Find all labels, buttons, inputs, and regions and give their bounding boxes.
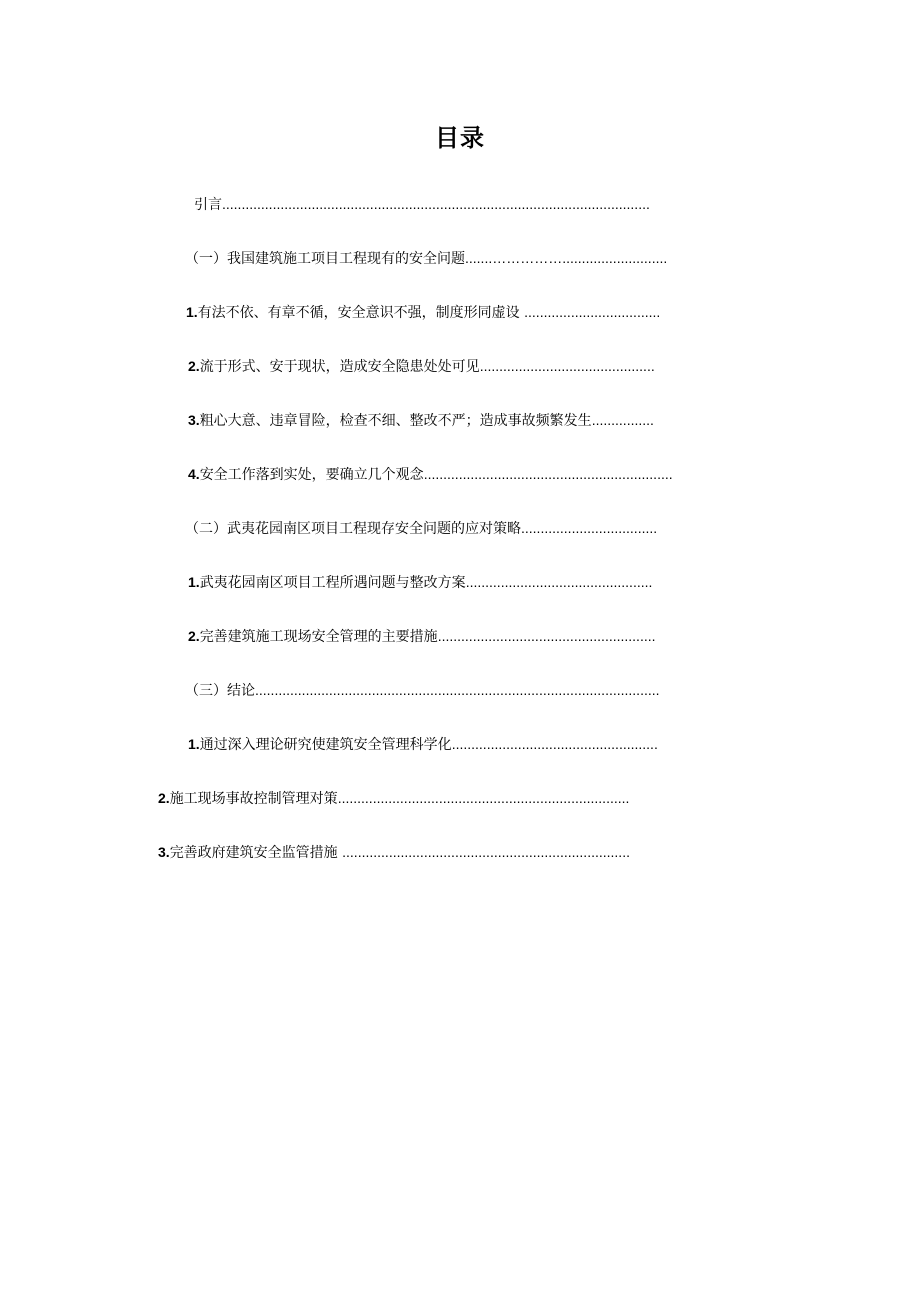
toc-entry-section-2-1[interactable] <box>188 571 734 593</box>
toc-leader-dots: ................................................ <box>465 574 653 590</box>
toc-leader-dots: .............................................................................................................. <box>222 196 650 212</box>
toc-entry-number: 4. <box>188 466 200 482</box>
toc-entry-section-3-2[interactable] <box>158 787 707 809</box>
toc-entry-text: 施工现场事故控制管理对策 <box>169 791 338 807</box>
toc-entry-number: 2. <box>188 628 200 644</box>
toc-entry-introduction[interactable] <box>194 193 728 215</box>
toc-entry-text: 流于形式、安于现状，造成安全隐患处处可见 <box>199 359 480 375</box>
toc-entry-text: 引言 <box>194 197 222 213</box>
toc-entry-section-1-4[interactable] <box>188 463 734 485</box>
toc-entry-text: 粗心大意、违章冒险，检查不细、整改不严；造成事故频繁发生 <box>199 413 592 429</box>
toc-leader-dots: ........................................................................... <box>337 790 630 806</box>
toc-entry-text: 安全工作落到实处，要确立几个观念 <box>199 467 424 483</box>
toc-entry-section-3[interactable] <box>185 679 740 701</box>
toc-leader-dots: ................ <box>591 412 654 428</box>
toc-entry-number: 1. <box>188 736 200 752</box>
toc-entry-number: 2. <box>158 790 170 806</box>
toc-entry-section-3-3[interactable] <box>158 841 707 863</box>
page-title: 目录 <box>435 124 485 152</box>
toc-entry-section-1-3[interactable] <box>188 409 736 431</box>
toc-leader-dots: ....... <box>465 250 493 266</box>
toc-entry-number: 3. <box>158 844 170 860</box>
toc-leader-dots: ............................................. <box>479 358 655 374</box>
toc-leader-dots: ........................................................................................................ <box>255 682 660 698</box>
toc-entry-text: （二）武夷花园南区项目工程现存安全问题的应对策略 <box>185 521 521 537</box>
toc-entry-section-1-2[interactable] <box>188 355 736 377</box>
toc-leader-dots-extra: ……………........................... <box>492 250 668 266</box>
toc-entry-number: 1. <box>186 304 198 320</box>
toc-leader-dots: .......................................................................... <box>342 844 630 860</box>
toc-entry-text: 武夷花园南区项目工程所遇问题与整改方案 <box>199 575 466 591</box>
toc-entry-text: 完善政府建筑安全监管措施 <box>169 845 343 861</box>
toc-leader-dots: ................................................................ <box>423 466 673 482</box>
toc-entry-section-1-1[interactable] <box>186 301 738 323</box>
toc-leader-dots: ................................... <box>521 520 658 536</box>
toc-leader-dots: ................................... <box>524 304 661 320</box>
toc-entry-section-1[interactable] <box>185 247 740 269</box>
toc-entry-section-3-1[interactable] <box>188 733 736 755</box>
toc-entry-text: 有法不依、有章不循，安全意识不强，制度形同虚设 <box>197 305 525 321</box>
toc-leader-dots: ..................................................... <box>451 736 658 752</box>
toc-entry-section-2-2[interactable] <box>188 625 736 647</box>
toc-entry-section-2[interactable] <box>185 517 739 539</box>
toc-entry-text: （三）结论 <box>185 683 255 699</box>
toc-entry-number: 1. <box>188 574 200 590</box>
toc-entry-number: 2. <box>188 358 200 374</box>
toc-entry-text: 通过深入理论研究使建筑安全管理科学化 <box>199 737 452 753</box>
toc-entry-text: 完善建筑施工现场安全管理的主要措施 <box>199 629 438 645</box>
toc-leader-dots: ........................................................ <box>437 628 656 644</box>
toc-entry-number: 3. <box>188 412 200 428</box>
toc-entry-text: （一）我国建筑施工项目工程现有的安全问题 <box>185 251 465 267</box>
